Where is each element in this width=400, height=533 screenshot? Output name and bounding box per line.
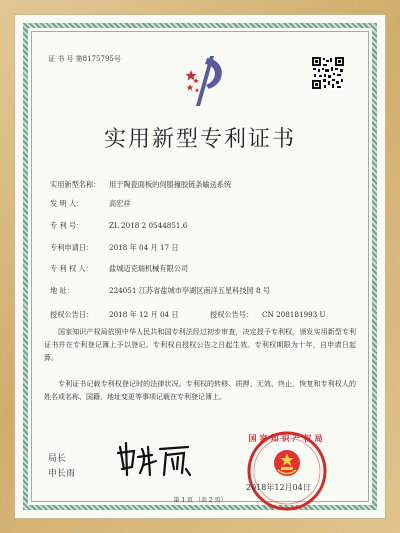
grant-number: CN 208181993 U [262,310,326,319]
seal-date: 2018年12月04日 [246,483,311,492]
certificate-number: 证 书 号 第8175795号 [48,55,121,63]
utility-model-name: 用于陶瓷面板的伺服撞胶链条输送系统 [109,180,232,189]
patentee-label: 专 利 权 人： [50,264,93,273]
patent-office-logo [180,52,230,110]
inventor: 高宏祥 [109,199,131,208]
director-name: 申长雨 [48,469,76,479]
grant-date-label: 授权公告日： [50,310,94,319]
filing-date-label: 专利申请日： [50,243,94,252]
qr-code [312,57,344,89]
inventor-label: 发 明 人： [50,199,84,208]
address-label: 地 址： [50,286,74,295]
certificate-paragraph-2: 专利证书记载专利权登记时的法律状况。专利权的转移、质押、无效、终止、恢复和专利权人的姓名或名称、国籍、地址变更等事项记载在专利登记簿上。 [44,380,356,401]
patent-number: ZL 2018 2 0544851.6 [109,221,188,230]
seal-text: 国家知识产权局 [248,433,326,443]
director-title: 局长 [48,454,67,464]
director-signature [114,439,194,481]
grant-number-label: 授权公告号： [210,310,254,319]
utility-model-name-label: 实用新型名称： [50,180,101,189]
certificate-paragraph-1: 国家知识产权局依照中华人民共和国专利法经过初步审查，决定授予专利权，颁发实用新型专利证书并在专利登记簿上予以登记。专利权自授权公告之日起生效。专利权期限为十年，自申请日起算。 [44,328,356,362]
certificate-title: 实用新型专利证书 [103,127,296,152]
national-emblem-icon [272,448,302,478]
grant-date: 2018 年 12 月 04 日 [109,310,179,319]
page-footer: 第 1 页 （共 2 页） [173,497,227,504]
patentee: 盐城迈克瑞机械有限公司 [109,264,189,273]
filing-date: 2018 年 04 月 17 日 [109,243,179,252]
certificate-paper [14,14,386,519]
patent-number-label: 专 利 号： [50,221,84,230]
address: 224051 江苏省盐城市亭湖区南洋五星科技园 8 号 [109,286,271,295]
